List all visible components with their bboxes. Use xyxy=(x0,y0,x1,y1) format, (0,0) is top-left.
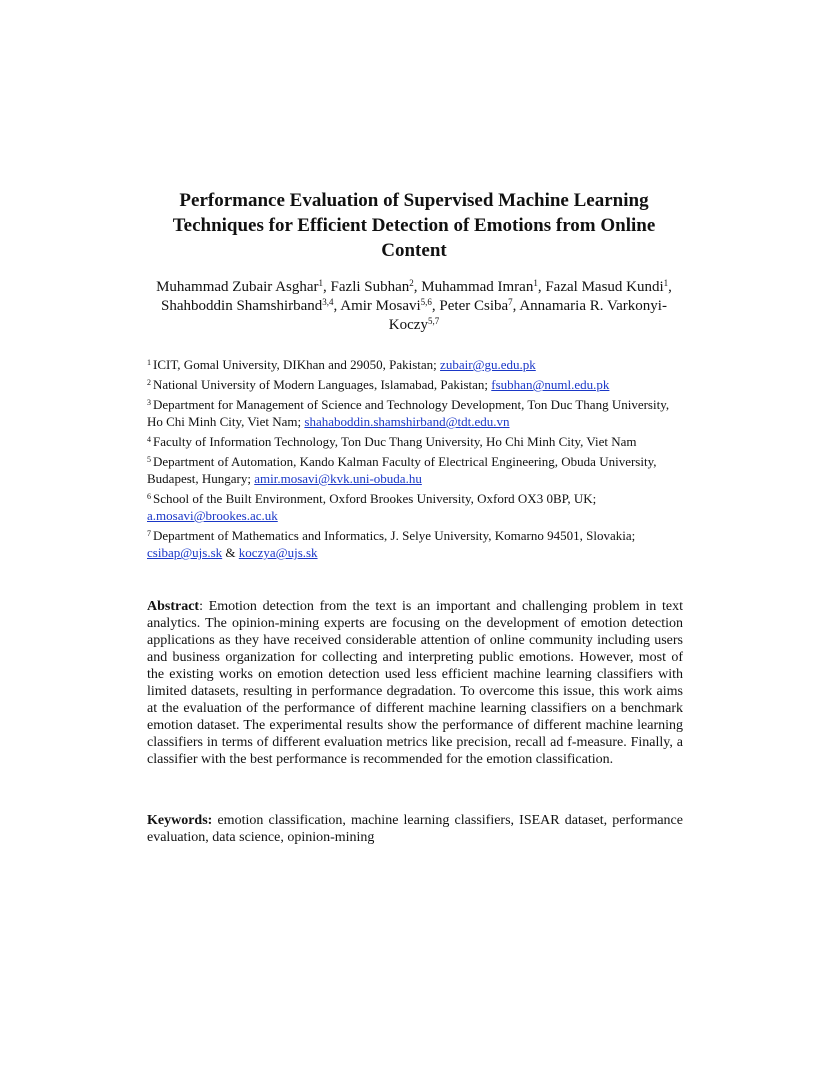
email-link[interactable]: zubair@gu.edu.pk xyxy=(440,357,536,372)
author-name: Fazli Subhan xyxy=(330,279,410,295)
affiliation-text: Department of Mathematics and Informatics, J. Selye University, Komarno 94501, Slovakia; xyxy=(153,528,636,543)
author-affiliation-marker: 5,6 xyxy=(420,297,432,307)
affiliation-item xyxy=(147,433,685,450)
affiliation-number: 1 xyxy=(147,358,151,367)
paper-title: Performance Evaluation of Supervised Machine Learning Techniques for Efficient Detection of Emotions from Online Content xyxy=(172,190,656,261)
keywords-section xyxy=(147,812,683,846)
email-separator: & xyxy=(222,545,239,560)
email-link[interactable]: amir.mosavi@kvk.uni-obuda.hu xyxy=(254,471,422,486)
author-name: Peter Csiba xyxy=(439,298,509,314)
author xyxy=(156,279,323,295)
affiliation-item xyxy=(147,356,685,373)
author-affiliation-marker: 3,4 xyxy=(322,297,334,307)
author-list: Muhammad Zubair Asghar$^1$, Fazli Subhan$^2$, Muhammad Imran$^1$, Fazal Masud Kundi$^1$, Shahboddin Shamshirband$^{3,4}$, Amir Mosavi$^{5,6}$, Peter Csiba$^7$, Annamaria R. Varkonyi-Koczy$^{5,7}$ xyxy=(156,278,672,333)
affiliation-number: 4 xyxy=(147,435,151,444)
author-name: Fazal Masud Kundi xyxy=(545,279,664,295)
abstract-label: Abstract xyxy=(147,599,200,614)
email-link[interactable]: fsubhan@numl.edu.pk xyxy=(491,377,610,392)
author xyxy=(340,298,432,314)
author xyxy=(421,279,538,295)
author-affiliation-marker: 5,7 xyxy=(427,316,440,326)
author-affiliation-marker: 7 xyxy=(508,297,513,307)
author xyxy=(439,298,512,314)
author-affiliation-marker: 1 xyxy=(318,278,324,288)
author xyxy=(545,279,668,295)
affiliation-list xyxy=(147,356,685,564)
affiliation-text: ICIT, Gomal University, DIKhan and 29050, Pakistan; xyxy=(153,357,441,372)
author xyxy=(161,298,334,314)
affiliation-number: 5 xyxy=(147,455,151,464)
affiliation-item xyxy=(147,490,685,524)
affiliation-item xyxy=(147,376,685,393)
affiliation-text: Department for Management of Science and Technology Development, Ton Duc Thang University, Ho Chi Minh City, Viet Nam; xyxy=(147,397,670,429)
author-affiliation-marker: 1 xyxy=(533,278,538,288)
affiliation-number: 7 xyxy=(147,529,151,538)
author-name: Amir Mosavi xyxy=(340,298,421,314)
email-link[interactable]: koczya@ujs.sk xyxy=(238,545,318,560)
keywords-label: Keywords: xyxy=(147,813,213,828)
abstract-section xyxy=(147,598,683,768)
affiliation-text: Faculty of Information Technology, Ton Duc Thang University, Ho Chi Minh City, Viet Nam xyxy=(153,434,637,449)
keywords-text: emotion classification, machine learning classifiers, ISEAR dataset, performance evaluation, data science, opinion-mining xyxy=(147,813,683,845)
email-link[interactable]: shahaboddin.shamshirband@tdt.edu.vn xyxy=(304,414,510,429)
affiliation-item xyxy=(147,453,685,487)
affiliation-item xyxy=(147,527,685,561)
affiliation-text: National University of Modern Languages, Islamabad, Pakistan; xyxy=(153,377,492,392)
email-link[interactable]: csibap@ujs.sk xyxy=(147,545,223,560)
affiliation-number: 2 xyxy=(147,378,151,387)
affiliation-number: 3 xyxy=(147,398,151,407)
author-name: Muhammad Zubair Asghar xyxy=(156,279,319,295)
affiliation-text: School of the Built Environment, Oxford Brookes University, Oxford OX3 0BP, UK; xyxy=(153,491,597,506)
author-affiliation-marker: 1 xyxy=(663,278,669,288)
email-link[interactable]: a.mosavi@brookes.ac.uk xyxy=(147,508,278,523)
author-name: Annamaria R. Varkonyi-Koczy xyxy=(388,298,667,333)
abstract-text: : Emotion detection from the text is an important and challenging problem in text analytics. The opinion-mining experts are focusing on the development of emotion detection applications as they have received considerable attention of online community including users and business organization for collecting and interpreting public emotions. However, most of the existing works on emotion detection used less efficient machine learning classifiers with limited datasets, resulting in performance degradation. To overcome this issue, this work aims at the evaluation of the performance of different machine learning classifiers on a benchmark emotion dataset. The experimental results show the performance of different machine learning classifiers in terms of different evaluation metrics like precision, recall ad f-measure. Finally, a classifier with the best performance is recommended for the emotion classification. xyxy=(147,599,683,767)
affiliation-number: 6 xyxy=(147,492,151,501)
author-affiliation-marker: 2 xyxy=(409,278,414,288)
affiliation-item xyxy=(147,396,685,430)
author xyxy=(331,279,414,295)
author-name: Shahboddin Shamshirband xyxy=(161,298,323,314)
author-name: Muhammad Imran xyxy=(421,279,534,295)
affiliation-text: Department of Automation, Kando Kalman Faculty of Electrical Engineering, Obuda University, Budapest, Hungary; xyxy=(147,454,657,486)
